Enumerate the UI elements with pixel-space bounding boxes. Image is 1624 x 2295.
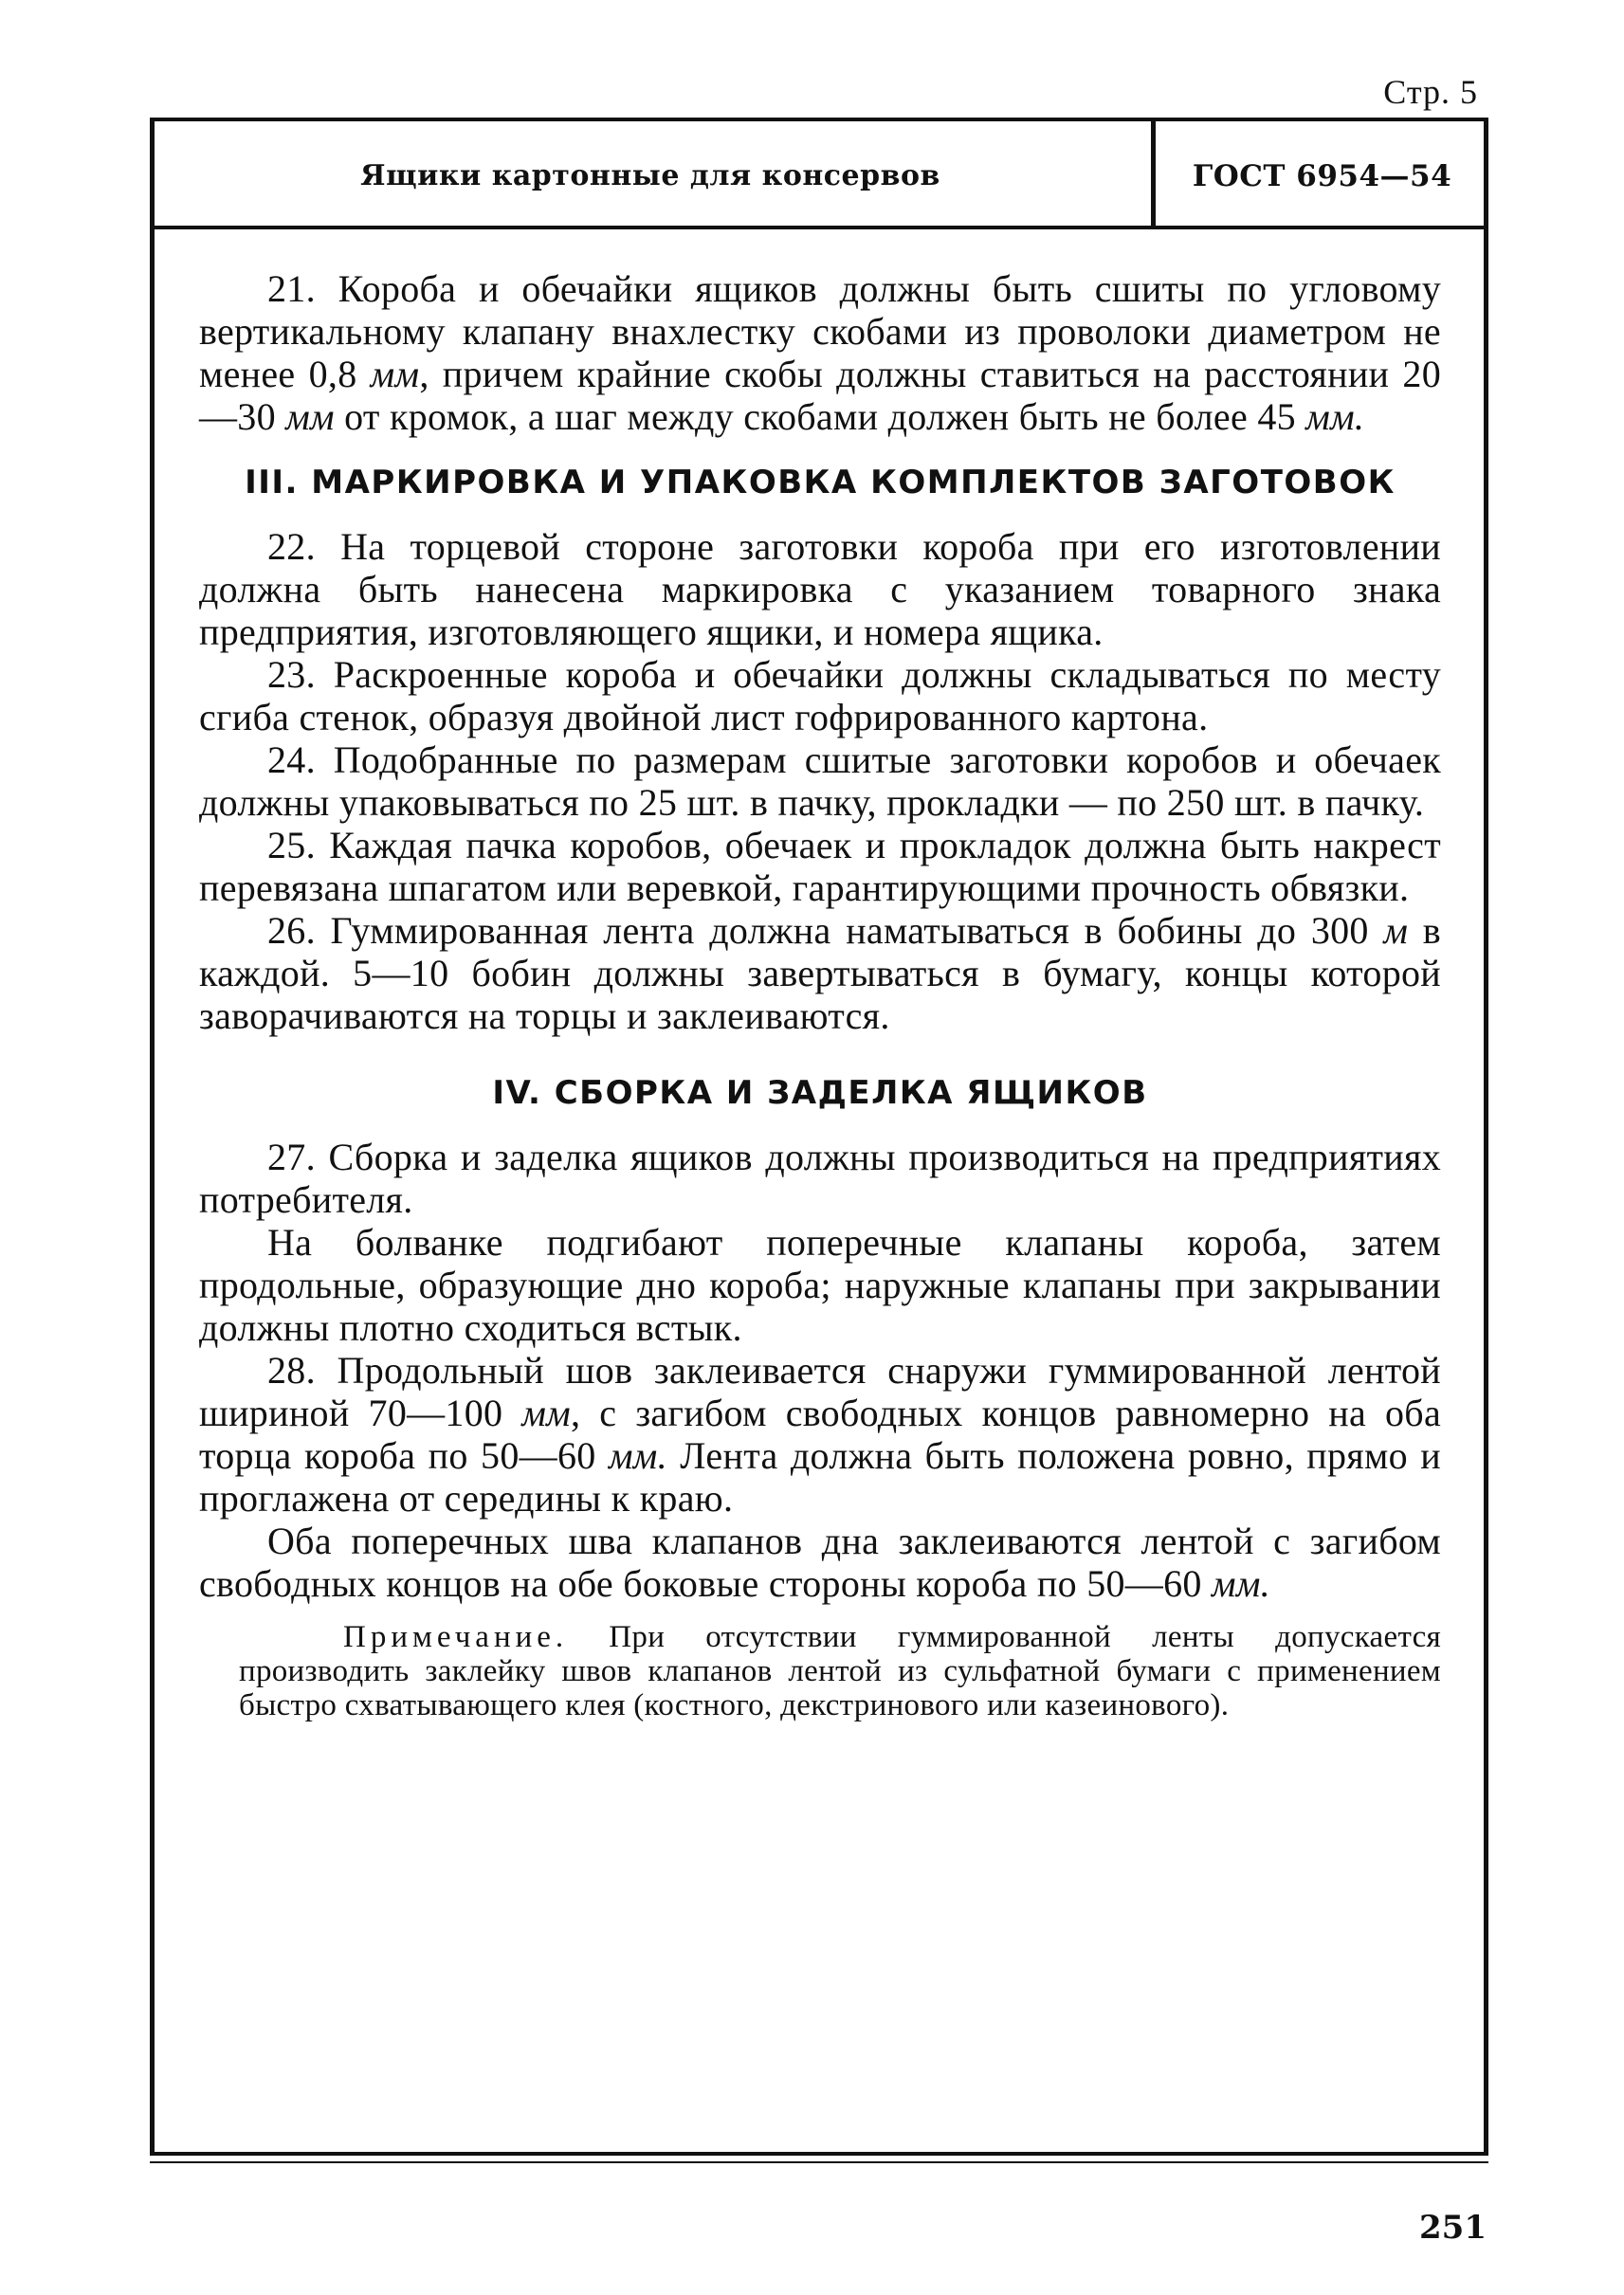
standard-code: ГОСТ 6954—54 [1192, 159, 1452, 193]
paragraph-26: 26. Гуммированная лента должна наматываться в бобины до 300 м в каждой. 5—10 бобин должны завертываться в бумагу, концы которой заворачиваются на торцы и заклеиваются. [199, 909, 1441, 1037]
paragraph-28: 28. Продольный шов заклеивается снаружи гуммированной лентой шириной 70—100 мм, с загибом свободных концов равномерно на оба торца короба по 50—60 мм. Лента должна быть положена ровно, прямо и проглажена от середины к краю. [199, 1349, 1441, 1520]
note-text: При отсутствии гуммированной ленты допускается производить заклейку швов клапанов лентой из сульфатной бумаги с применением быстро схватывающего клея (костного, декстринового или казеинового). [239, 1620, 1441, 1722]
section-heading-3: III. МАРКИРОВКА И УПАКОВКА КОМПЛЕКТОВ ЗАГОТОВОК [245, 464, 1396, 501]
paragraph-22: 22. На торцевой стороне заготовки короба при его изготовлении должна быть нанесена маркировка с указанием товарного знака предприятия, изготовляющего ящики, и номера ящика. [199, 525, 1441, 653]
note-label: Примечание. [343, 1620, 569, 1654]
paragraph-21: 21. Короба и обечайки ящиков должны быть сшиты по угловому вертикальному клапану внахлестку скобами из проволоки диаметром не менее 0,8 мм, причем крайние скобы должны ставиться на расстоянии 20—30 мм от кромок, а шаг между скобами должен быть не более 45 мм. [199, 267, 1441, 438]
document-header [150, 118, 1488, 229]
paragraph-23: 23. Раскроенные короба и обечайки должны складываться по месту сгиба стенок, образуя двойной лист гофрированного картона. [199, 653, 1441, 738]
section-heading-4: IV. СБОРКА И ЗАДЕЛКА ЯЩИКОВ [492, 1074, 1148, 1112]
paragraph-25: 25. Каждая пачка коробов, обечаек и прокладок должна быть накрест перевязана шпагатом или веревкой, гарантирующими прочность обвязки. [199, 824, 1441, 909]
paragraph-27-continued: На болванке подгибают поперечные клапаны короба, затем продольные, образующие дно короба; наружные клапаны при закрывании должны плотно сходиться встык. [199, 1221, 1441, 1349]
frame-bottom-rule-thin [150, 2161, 1488, 2163]
paragraph-27: 27. Сборка и заделка ящиков должны производиться на предприятиях потребителя. [199, 1136, 1441, 1221]
document-title: Ящики картонные для консервов [360, 159, 940, 192]
page-number: 251 [1419, 2209, 1487, 2247]
paragraph-24: 24. Подобранные по размерам сшитые заготовки коробов и обечаек должны упаковываться по 25 шт. в пачку, прокладки — по 250 шт. в пачку. [199, 738, 1441, 824]
note [199, 1620, 1441, 1722]
frame-bottom-rule [150, 2152, 1488, 2156]
document-body [199, 267, 1441, 1722]
page-label: Стр. 5 [1383, 73, 1478, 111]
paragraph-28-continued: Оба поперечных шва клапанов дна заклеиваются лентой с загибом свободных концов на обе боковые стороны короба по 50—60 мм. [199, 1520, 1441, 1605]
